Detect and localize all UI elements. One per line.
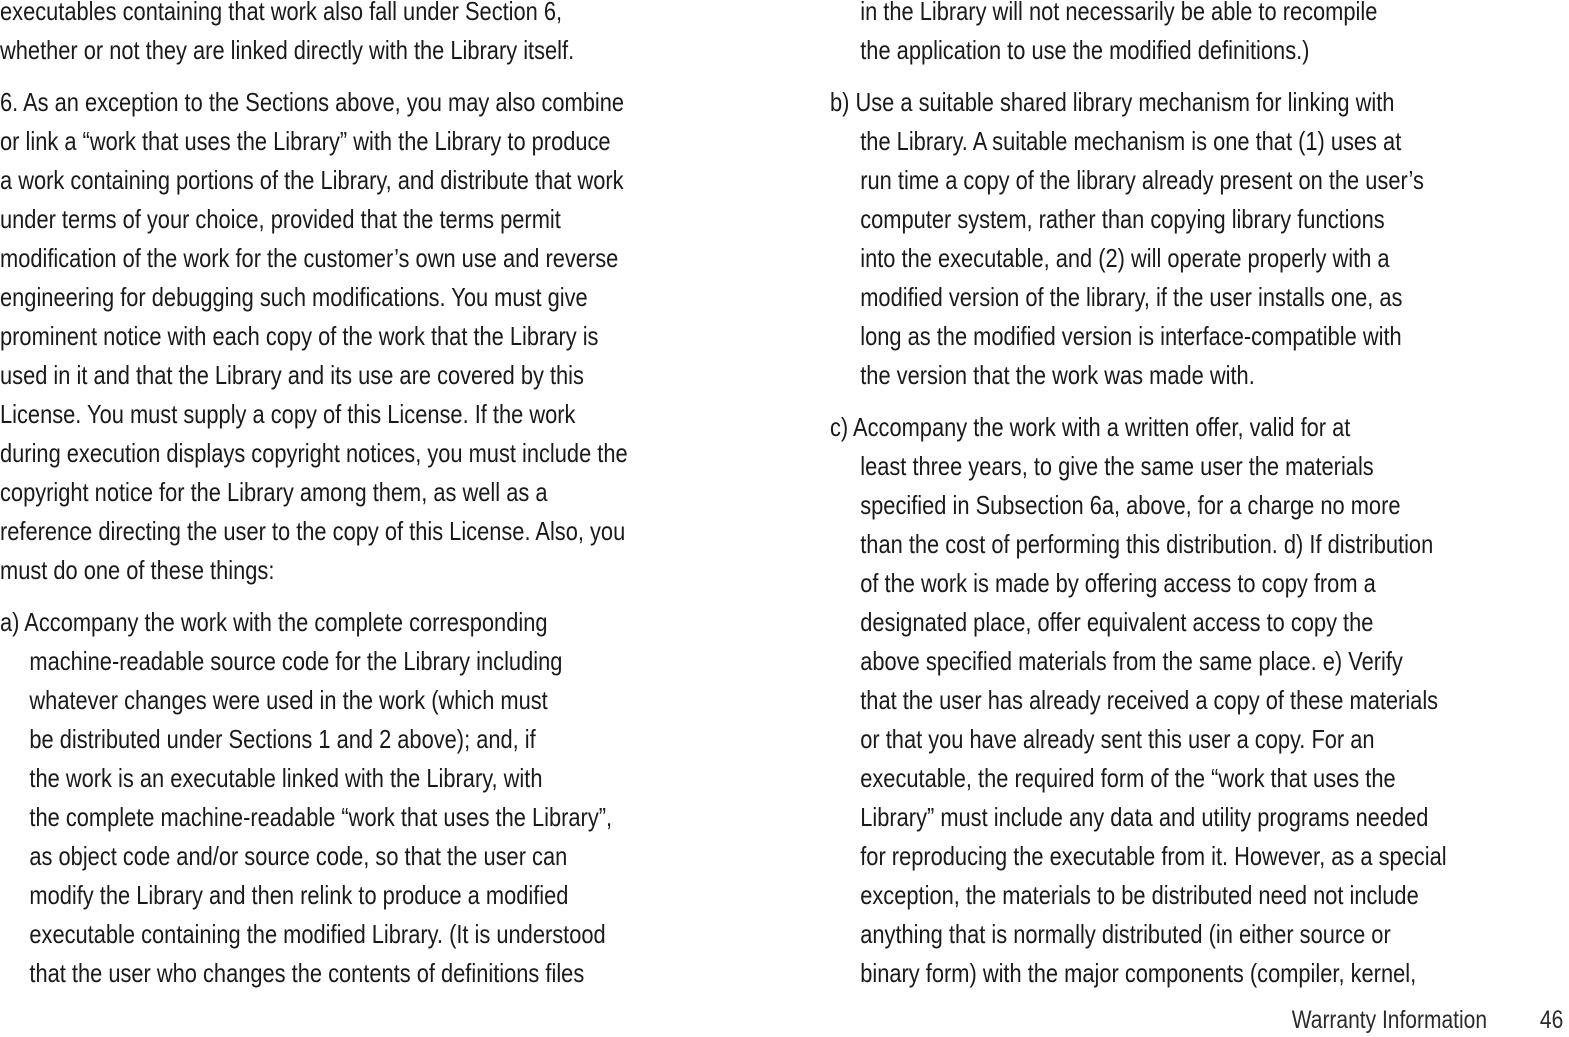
text-line: the complete machine-readable “work that uses the Library”, — [29, 802, 613, 832]
text-line: designated place, offer equivalent access to copy the — [860, 607, 1374, 637]
text-line: for reproducing the executable from it. However, as a special — [860, 841, 1447, 871]
item-a-paragraph — [0, 603, 740, 993]
text-line: reference directing the user to the copy of this License. Also, you — [0, 516, 626, 546]
text-line: copyright notice for the Library among them, as well as a — [0, 477, 548, 507]
item-a-first-line: a) Accompany the work with the complete corresponding — [0, 607, 548, 637]
text-line: specified in Subsection 6a, above, for a charge no more — [860, 490, 1401, 520]
text-line: above specified materials from the same place. e) Verify — [860, 646, 1403, 676]
text-line: long as the modified version is interface-compatible with — [860, 321, 1402, 351]
text-line: anything that is normally distributed (in either source or — [860, 919, 1391, 949]
text-line: executable, the required form of the “work that uses the — [860, 763, 1396, 793]
text-line: as object code and/or source code, so that the user can — [29, 841, 568, 871]
text-line: computer system, rather than copying library functions — [860, 204, 1385, 234]
text-line: modified version of the library, if the user installs one, as — [860, 282, 1403, 312]
page-footer — [1291, 1006, 1563, 1035]
text-line: a work containing portions of the Library, and distribute that work — [0, 165, 624, 195]
text-line: least three years, to give the same user the materials — [860, 451, 1374, 481]
text-line: that the user who changes the contents of definitions files — [29, 958, 585, 988]
text-line: 6. As an exception to the Sections above, you may also combine — [0, 87, 625, 117]
text-line: or link a “work that uses the Library” with the Library to produce — [0, 126, 611, 156]
text-line: Library” must include any data and utility programs needed — [860, 802, 1429, 832]
text-line: or that you have already sent this user a copy. For an — [860, 724, 1375, 754]
item-b-first-line: b) Use a suitable shared library mechanism for linking with — [830, 87, 1395, 117]
text-line: be distributed under Sections 1 and 2 above); and, if — [29, 724, 536, 754]
text-line: prominent notice with each copy of the work that the Library is — [0, 321, 599, 351]
intro-paragraph — [0, 0, 740, 70]
item-c-paragraph — [830, 408, 1560, 993]
text-line: exception, the materials to be distributed need not include — [860, 880, 1419, 910]
text-line: binary form) with the major components (compiler, kernel, — [860, 958, 1417, 988]
left-column — [0, 0, 740, 1006]
text-line: License. You must supply a copy of this License. If the work — [0, 399, 576, 429]
item-c-first-line: c) Accompany the work with a written offer, valid for at — [830, 412, 1351, 442]
text-line: during execution displays copyright notices, you must include the — [0, 438, 628, 468]
text-line: of the work is made by offering access to copy from a — [860, 568, 1376, 598]
text-line: the application to use the modified definitions.) — [860, 35, 1310, 65]
text-line: the Library. A suitable mechanism is one that (1) uses at — [860, 126, 1402, 156]
text-line: engineering for debugging such modifications. You must give — [0, 282, 588, 312]
text-line: whether or not they are linked directly with the Library itself. — [0, 35, 575, 65]
text-line: modify the Library and then relink to produce a modified — [29, 880, 569, 910]
text-line: the work is an executable linked with the Library, with — [29, 763, 543, 793]
text-line: under terms of your choice, provided that the terms permit — [0, 204, 561, 234]
text-line: executable containing the modified Library. (It is understood — [29, 919, 606, 949]
text-line: machine-readable source code for the Library including — [29, 646, 563, 676]
footer-section-title: Warranty Information — [1291, 1006, 1487, 1034]
text-line: used in it and that the Library and its use are covered by this — [0, 360, 584, 390]
text-line: the version that the work was made with. — [860, 360, 1255, 390]
text-line: into the executable, and (2) will operate properly with a — [860, 243, 1390, 273]
text-line: in the Library will not necessarily be able to recompile — [860, 0, 1378, 26]
text-line: must do one of these things: — [0, 555, 275, 585]
text-line: executables containing that work also fall under Section 6, — [0, 0, 563, 26]
page-number: 46 — [1539, 1006, 1563, 1034]
text-line: whatever changes were used in the work (which must — [29, 685, 548, 715]
right-column — [830, 0, 1560, 1006]
section-6-paragraph — [0, 83, 740, 590]
text-line: run time a copy of the library already present on the user’s — [860, 165, 1424, 195]
text-line: that the user has already received a copy of these materials — [860, 685, 1439, 715]
item-a-continued-paragraph — [830, 0, 1560, 70]
text-line: modification of the work for the customer’s own use and reverse — [0, 243, 619, 273]
item-b-paragraph — [830, 83, 1560, 395]
text-line: than the cost of performing this distribution. d) If distribution — [860, 529, 1434, 559]
